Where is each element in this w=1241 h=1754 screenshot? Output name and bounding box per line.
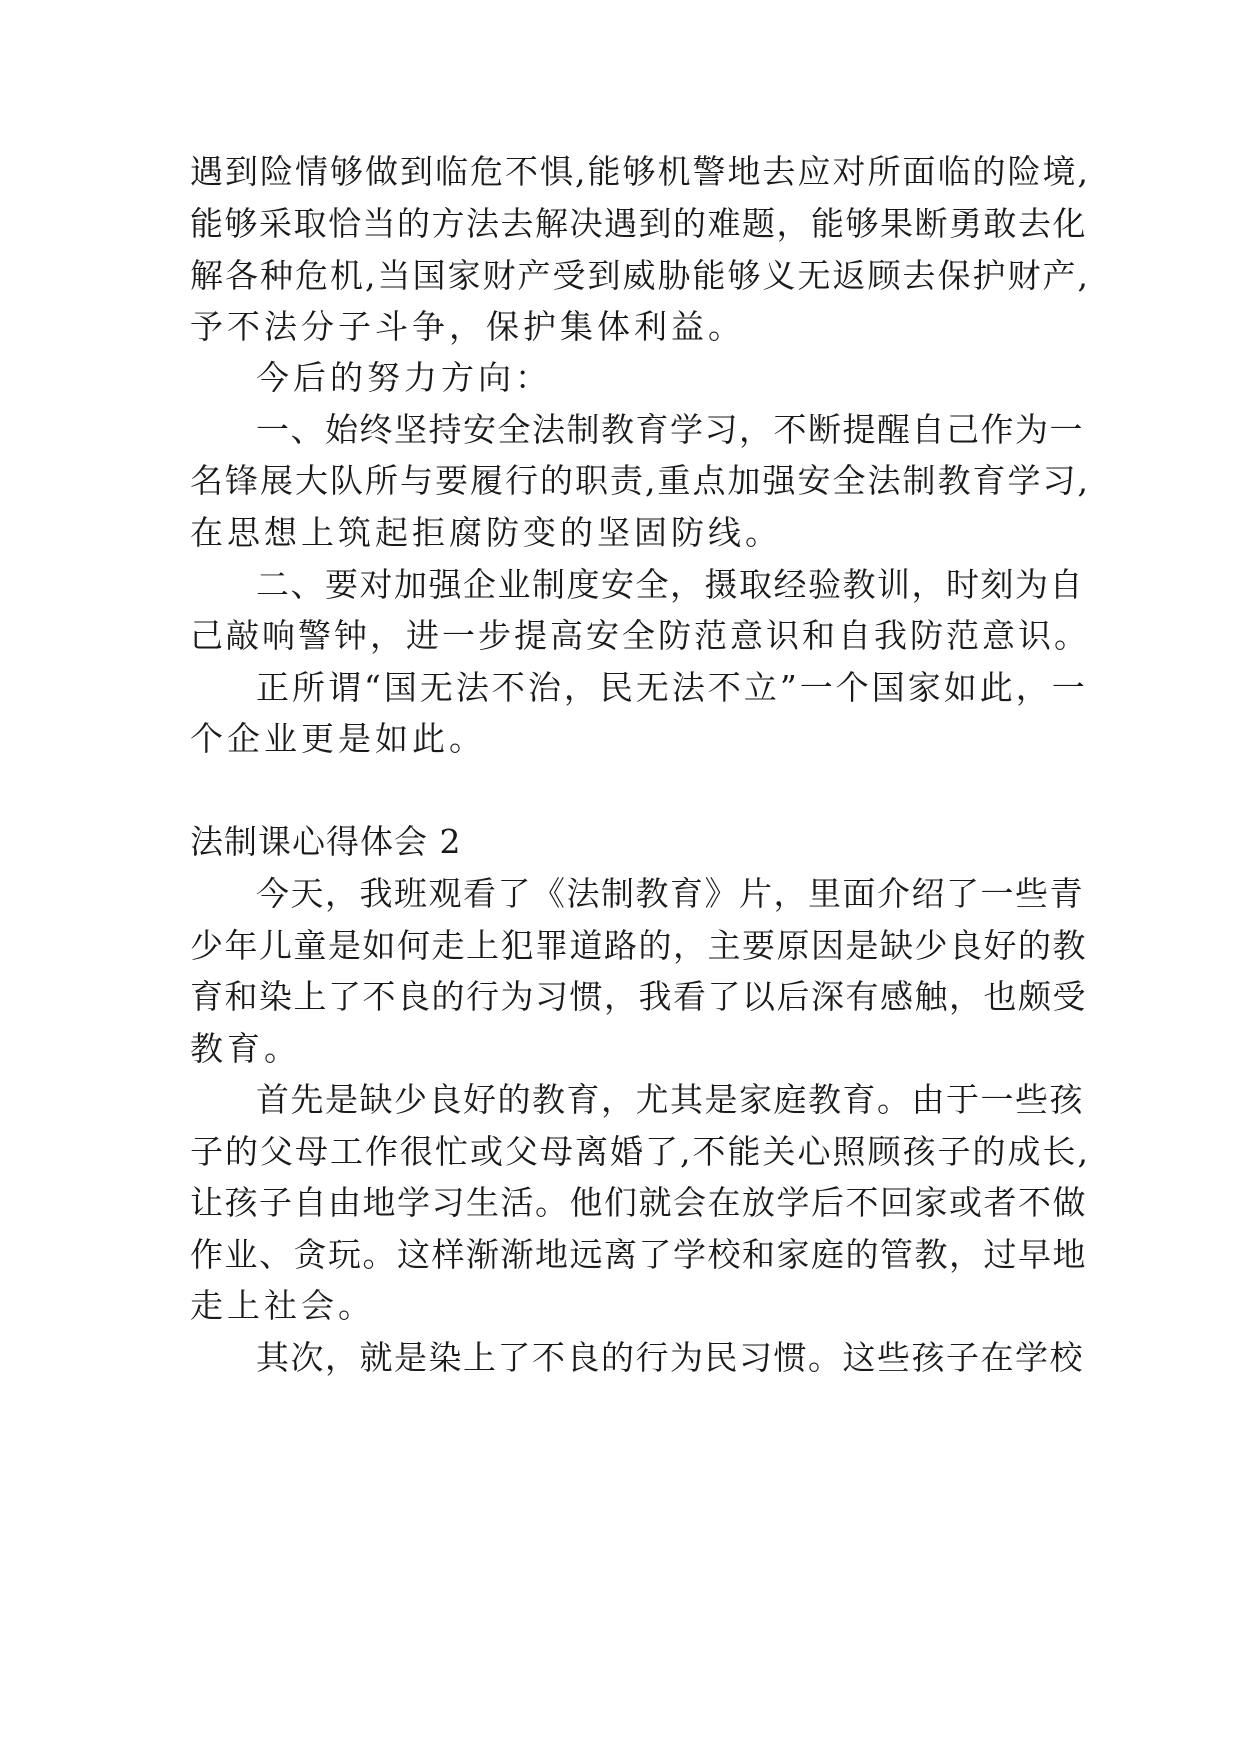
text-line: 今天，我班观看了《法制教育》片，里面介绍了一些青 xyxy=(256,874,1084,913)
text-line: 个企业更是如此。 xyxy=(190,719,486,758)
text-line: 二、要对加强企业制度安全，摄取经验教训，时刻为自 xyxy=(256,565,1084,604)
text-line: 教育。 xyxy=(190,1029,301,1068)
text-line: 遇到险情够做到临危不惧,能够机警地去应对所面临的险境, xyxy=(190,152,1090,191)
text-line: 走上社会。 xyxy=(190,1286,375,1325)
text-line: 让孩子自由地学习生活。他们就会在放学后不回家或者不做 xyxy=(190,1183,1087,1222)
text-line: 名锋展大队所与要履行的职责,重点加强安全法制教育学习, xyxy=(190,461,1090,500)
text-line: 解各种危机,当国家财产受到威胁能够义无返顾去保护财产, xyxy=(190,256,1090,295)
text-line: 育和染上了不良的行为习惯，我看了以后深有感触，也颇受 xyxy=(190,977,1087,1016)
text-line: 子的父母工作很忙或父母离婚了,不能关心照顾孩子的成长, xyxy=(190,1132,1090,1171)
text-line: 正所谓“国无法不治，民无法不立”一个国家如此，一 xyxy=(256,668,1088,707)
text-line: 首先是缺少良好的教育，尤其是家庭教育。由于一些孩 xyxy=(256,1080,1084,1119)
text-line: 今后的努力方向： xyxy=(256,358,552,397)
text-line: 其次，就是染上了不良的行为民习惯。这些孩子在学校 xyxy=(256,1338,1084,1377)
section-title: 法制课心得体会 2 xyxy=(190,822,462,861)
text-line: 己敲响警钟，进一步提高安全防范意识和自我防范意识。 xyxy=(190,616,1090,655)
text-line: 能够采取恰当的方法去解决遇到的难题，能够果断勇敢去化 xyxy=(190,204,1087,243)
text-line: 作业、贪玩。这样渐渐地远离了学校和家庭的管教，过早地 xyxy=(190,1235,1087,1274)
text-line: 少年儿童是如何走上犯罪道路的，主要原因是缺少良好的教 xyxy=(190,926,1087,965)
text-line: 在思想上筑起拒腐防变的坚固防线。 xyxy=(190,513,782,552)
text-line: 予不法分子斗争，保护集体利益。 xyxy=(190,307,745,346)
text-line: 一、始终坚持安全法制教育学习，不断提醒自己作为一 xyxy=(256,410,1084,449)
